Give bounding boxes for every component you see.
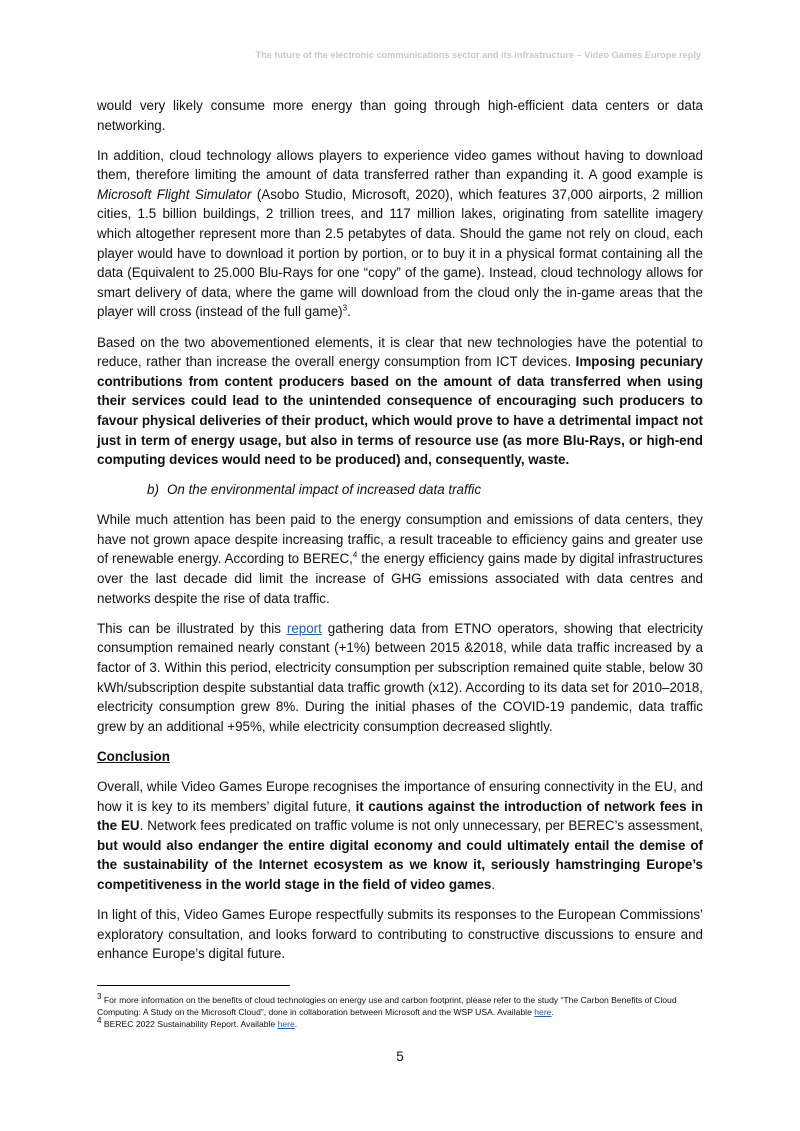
paragraph-data-centers-emissions [97, 510, 703, 608]
paragraph-text: (Asobo Studio, Microsoft, 2020), which features 37,000 airports, 2 million cities, 1.5 billion buildings, 2 trillion trees, and 117 million lakes, originating from satellite imagery which altogether represent more than 2.5 petabytes of data. Should the game not rely on cloud, each player would have to download it portion by portion, or to buy it in a physical format containing all the data (Equivalent to 25.000 Blu-Rays for one “copy” of the game). Instead, cloud technology allows for smart delivery of data, where the game will download from the cloud only the in-game areas that the player will cross (instead of the full game) [97, 186, 703, 320]
page-number: 5 [396, 1049, 404, 1064]
footnote-number: 3 [97, 992, 102, 1002]
subheading-letter: b) [147, 482, 159, 498]
footnote-3 [97, 994, 703, 1018]
running-header: The future of the electronic communications sector and its infrastructure – Video Games Europe reply [255, 50, 701, 60]
paragraph-text: Overall, while Video Games Europe recognises the importance of ensuring connectivity in the EU, and how it is key to its members’ digital future, [97, 778, 703, 814]
footnotes [97, 994, 703, 1031]
game-title: Microsoft Flight Simulator [97, 186, 252, 202]
punctuation: . [294, 1019, 298, 1030]
paragraph-text: In addition, cloud technology allows players to experience video games without having to download them, therefore limiting the amount of data transferred rather than expanding it. A good example is [97, 147, 703, 183]
footnote-3-link[interactable]: here [534, 1007, 552, 1018]
paragraph-text: . Network fees predicated on traffic volume is not only unnecessary, per BEREC’s assessment, [139, 818, 703, 834]
punctuation: . [347, 304, 351, 320]
footnote-4-link[interactable]: here [277, 1019, 295, 1030]
paragraph-closing: In light of this, Video Games Europe respectfully submits its responses to the European Commissions’ exploratory consultation, and looks forward to contributing to constructive discussions to ensure and enhance Europe’s digital future. [97, 906, 703, 962]
conclusion-heading: Conclusion [97, 748, 170, 764]
paragraph-text: While much attention has been paid to the energy consumption and emissions of data centers, they have not grown apace despite increasing traffic, a result traceable to efficiency gains and greater use of renewable energy. According to BEREC, [97, 512, 703, 567]
punctuation: . [491, 876, 496, 892]
footnote-4 [97, 1018, 703, 1030]
document-body [97, 96, 703, 974]
paragraph-cloud-technology [97, 146, 703, 322]
paragraph-energy-data-centers: would very likely consume more energy than going through high-efficient data centers or data networking. [97, 98, 703, 133]
bold-statement: but would also endanger the entire digital economy and could ultimately entail the demise of the sustainability of the Internet ecosystem as we know it, seriously hamstringing Europe’s competitiveness in the world stage in the field of video games [97, 837, 703, 892]
footnote-number: 4 [97, 1016, 102, 1026]
footnote-ref-3[interactable]: 3 [342, 303, 348, 313]
subheading-text: On the environmental impact of increased data traffic [167, 482, 482, 498]
bold-statement: it cautions against the introduction of network fees in the EU [97, 798, 703, 834]
footnote-text: BEREC 2022 Sustainability Report. Available [101, 1019, 278, 1030]
paragraph-conclusion [97, 777, 703, 895]
subheading-environmental-impact [97, 480, 703, 500]
paragraph-text: the energy efficiency gains made by digital infrastructures over the last decade did limit the increase of GHG emissions associated with data centres and networks despite the rise of data traffic. [97, 551, 703, 606]
punctuation: . [551, 1007, 554, 1018]
paragraph-text: This can be illustrated by this [97, 620, 287, 636]
paragraph-text: gathering data from ETNO operators, showing that electricity consumption remained nearly constant (+1%) between 2015 &2018, while data traffic increased by a factor of 3. Within this period, electricity consumption per subscription remained quite stable, below 30 kWh/subscription despite substantial data traffic growth (x12). According to its data set for 2010–2018, electricity consumption grew 8%. During the initial phases of the COVID-19 pandemic, data traffic grew by an additional +95%, while electricity consumption decreased slightly. [97, 620, 703, 734]
report-link[interactable]: report [286, 620, 322, 636]
paragraph-etno-report [97, 619, 703, 737]
paragraph-text: Based on the two abovementioned elements, it is clear that new technologies have the potential to reduce, rather than increase the overall energy consumption from ICT devices. [97, 334, 703, 370]
footnote-text: For more information on the benefits of cloud technologies on energy use and carbon footprint, please refer to the study “The Carbon Benefits of Cloud Computing: A Study on the Microsoft Cloud”, done in collaboration between Microsoft and the WSP USA. Available [97, 995, 677, 1018]
footnote-ref-4[interactable]: 4 [352, 551, 358, 560]
paragraph-pecuniary-contributions [97, 333, 703, 470]
bold-statement: Imposing pecuniary contributions from content producers based on the amount of data transferred when using their services could lead to the unintended consequence of encouraging such producers to favour physical deliveries of their product, which would prove to have a detrimental impact not just in term of energy usage, but also in terms of resource use (as more Blu-Rays, or high-end computing devices would need to be produced) and, consequently, waste. [97, 354, 704, 468]
footnote-separator [97, 985, 290, 986]
